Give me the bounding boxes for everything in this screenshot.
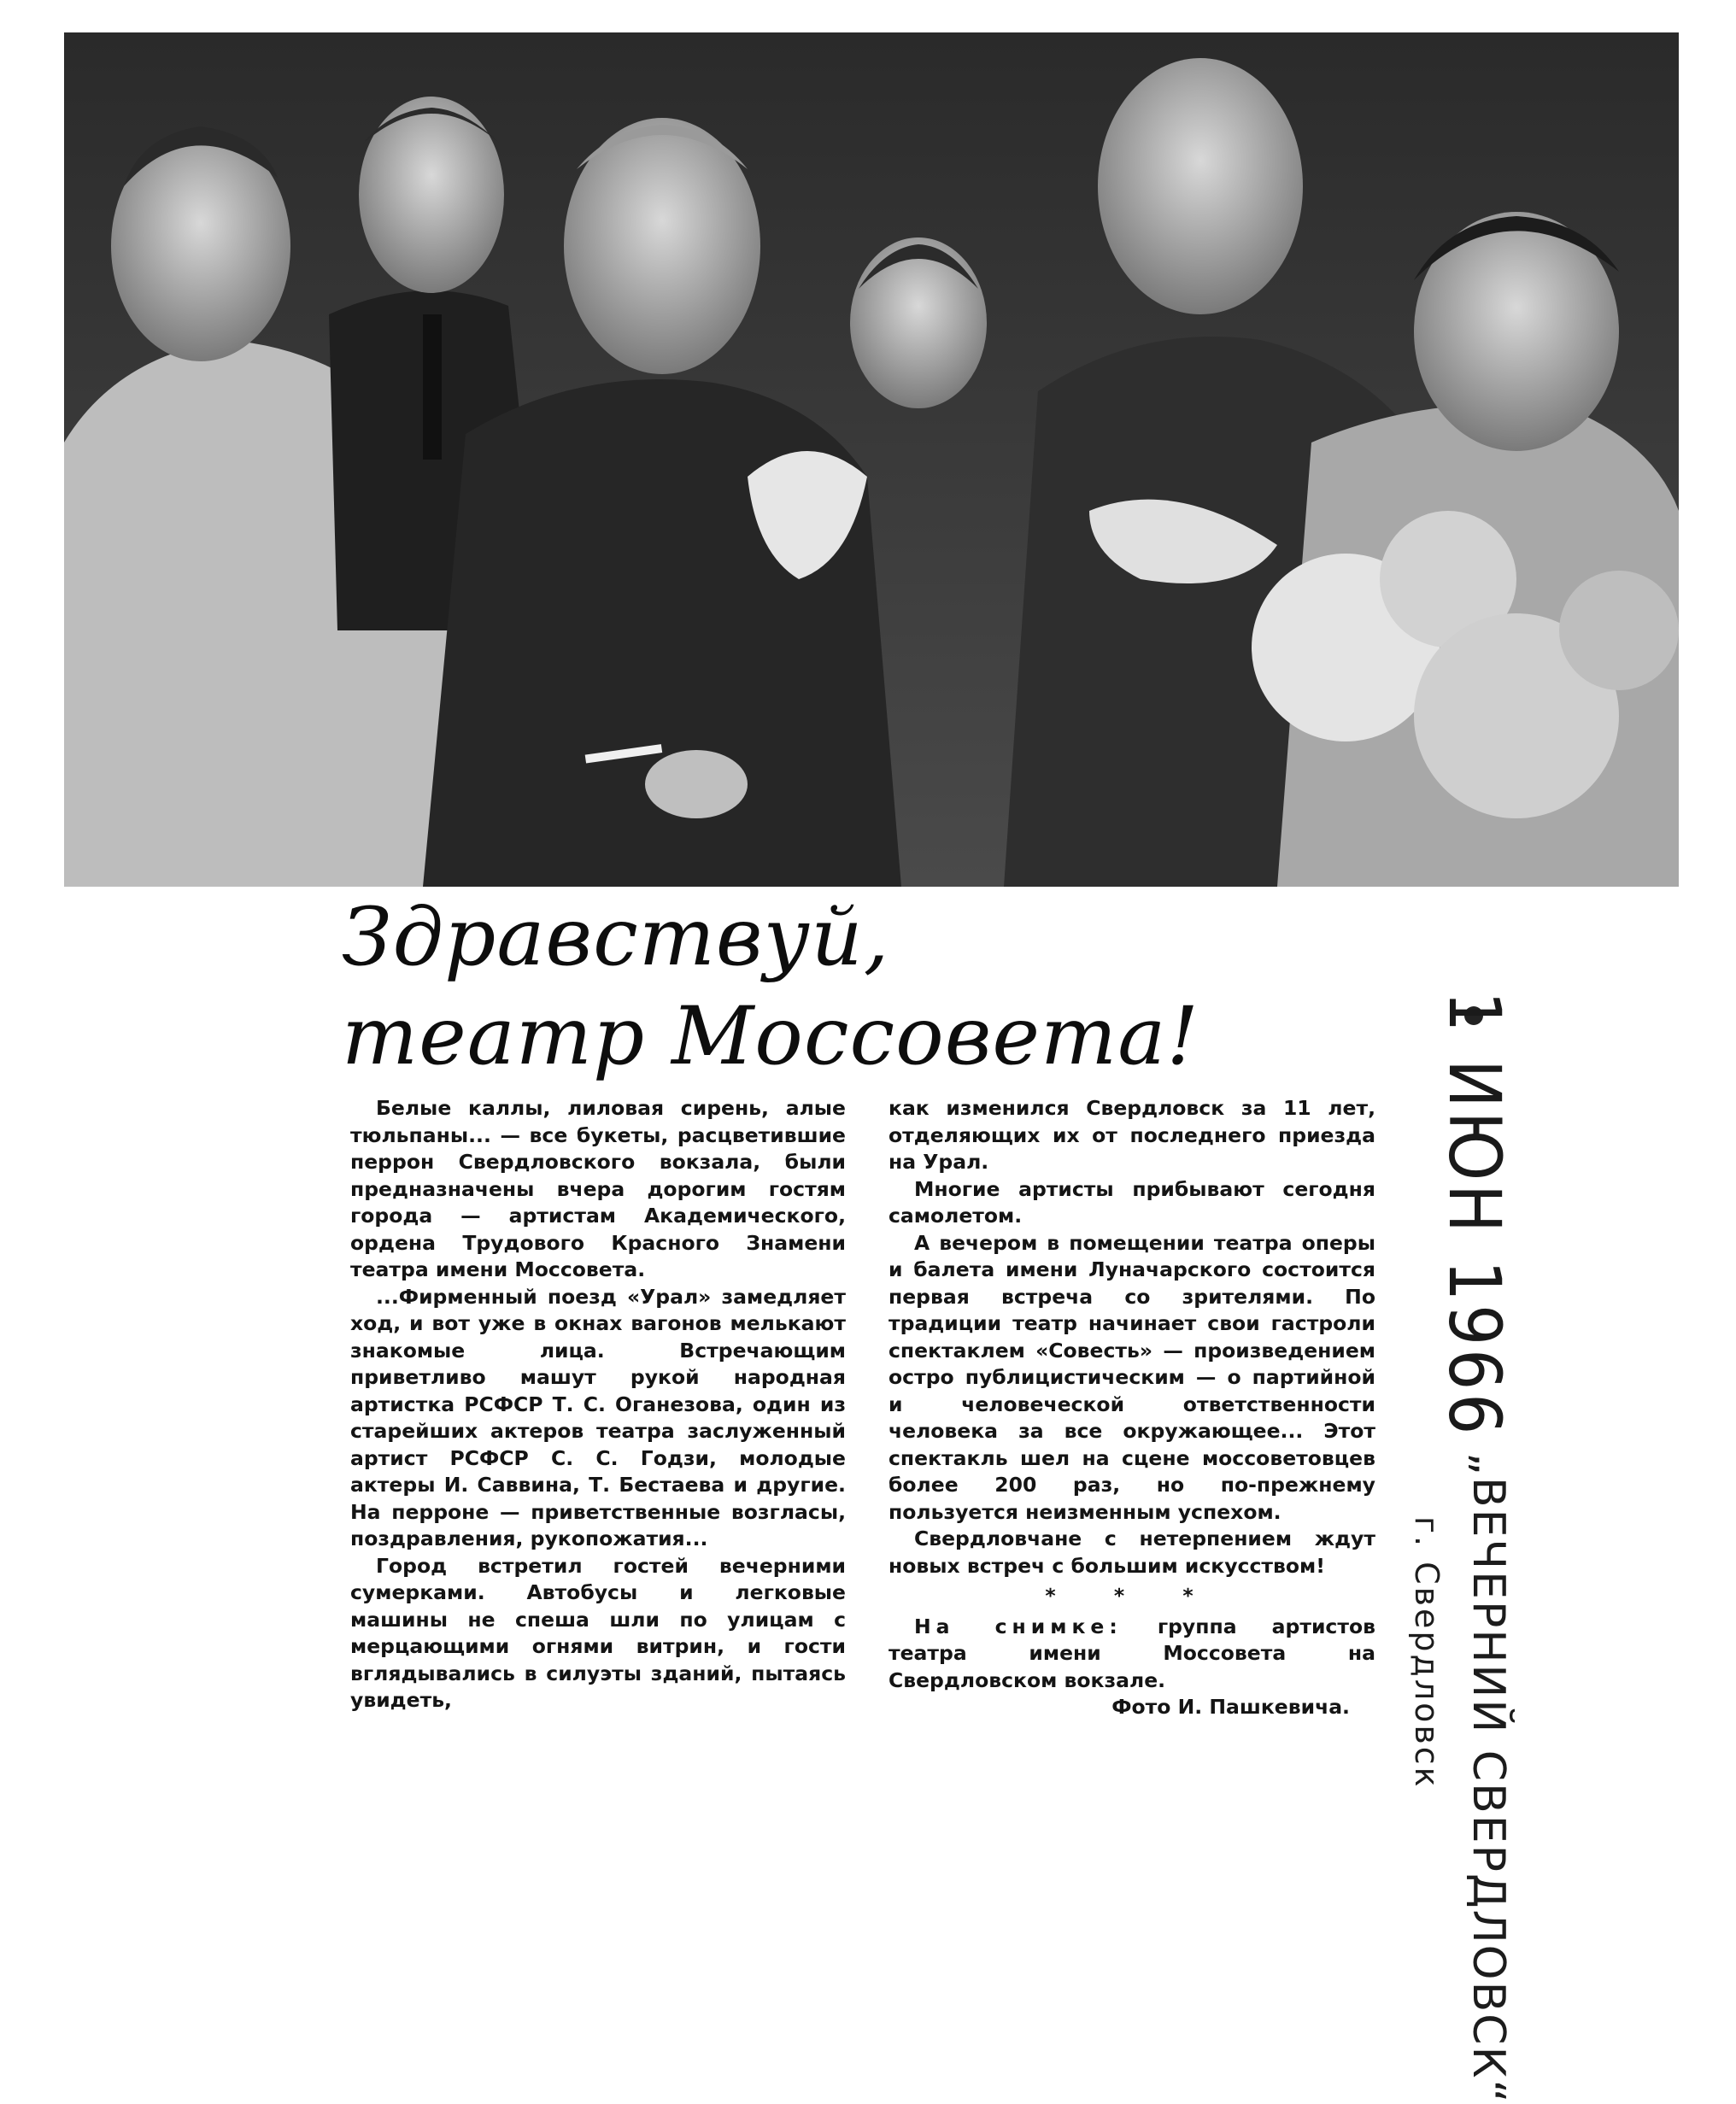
article-headline — [342, 888, 1281, 1087]
newspaper-stamp-text: „ВЕЧЕРНИЙ СВЕРДЛОВСК“ — [1463, 1452, 1514, 2104]
date-stamp-text: 1 ИЮН 1966 — [1433, 991, 1516, 1439]
photo-credit: Фото И. Пашкевича. — [1111, 1695, 1350, 1719]
paragraph: А вечером в помещении театра оперы и балета имени Луначарского состоится первая встреча со зрителями. По традиции театр начинает свои гастроли спектаклем «Совесть» — произведением остро публицистическим — о партийной и человеческой ответственности человека за все окружающее... Этот спектакль шел на сцене моссоветовцев более 200 раз, но по-прежнему пользуется неизменным успехом. — [889, 1230, 1375, 1524]
group-photo — [64, 32, 1679, 887]
paragraph: Свердловчане с нетерпением ждут новых встреч с большим искусством! — [889, 1527, 1375, 1578]
newspaper-stamp — [1452, 1452, 1521, 2104]
section-divider-stars: * * * — [1045, 1584, 1219, 1608]
paragraph: Город встретил гостей вечерними сумерками. Автобусы и легковые машины не спеша шли по улицам с мерцающими огнями витрин, и гости вглядывались в силуэты зданий, пытаясь увидеть, — [350, 1553, 846, 1712]
photo-caption — [889, 1614, 1375, 1695]
paragraph: Многие артисты прибывают сегодня самолетом. — [889, 1176, 1375, 1228]
headline-line-2: театр Моссовета! — [342, 990, 1200, 1083]
paragraph: ...Фирменный поезд «Урал» замедляет ход, и вот уже в окнах вагонов мелькают знакомые лица. Встречающим приветливо машут рукой народная артистка РСФСР Т. С. Оганезова, один из старейших актеров театра заслуженный артист РСФСР С. С. Годзи, молодые актеры И. Саввина, Т. Бестаева и другие. На перроне — приветственные возгласы, поздравления, рукопожатия... — [350, 1284, 846, 1550]
article-column-1 — [350, 1095, 846, 1714]
article-column-2 — [889, 1095, 1375, 1721]
group-photo-image — [64, 32, 1679, 887]
city-stamp — [1401, 1516, 1452, 1892]
caption-label: На снимке: — [914, 1614, 1123, 1638]
caption-text: группа артистов театра имени Моссовета на Свердловском вокзале. — [889, 1614, 1375, 1692]
paragraph: как изменился Свердловск за 11 лет, отделяющих их от последнего приезда на Урал. — [889, 1096, 1375, 1174]
city-stamp-text: г. Свердловск — [1408, 1516, 1446, 1790]
paragraph: Белые каллы, лиловая сирень, алые тюльпаны... — все букеты, расцветившие перрон Свердловского вокзала, были предназначены вчера дорогим гостям города — артистам Академического, ордена Трудового Красного Знамени театра имени Моссовета. — [350, 1096, 846, 1281]
headline-line-1: Здравствуй, — [342, 891, 890, 984]
